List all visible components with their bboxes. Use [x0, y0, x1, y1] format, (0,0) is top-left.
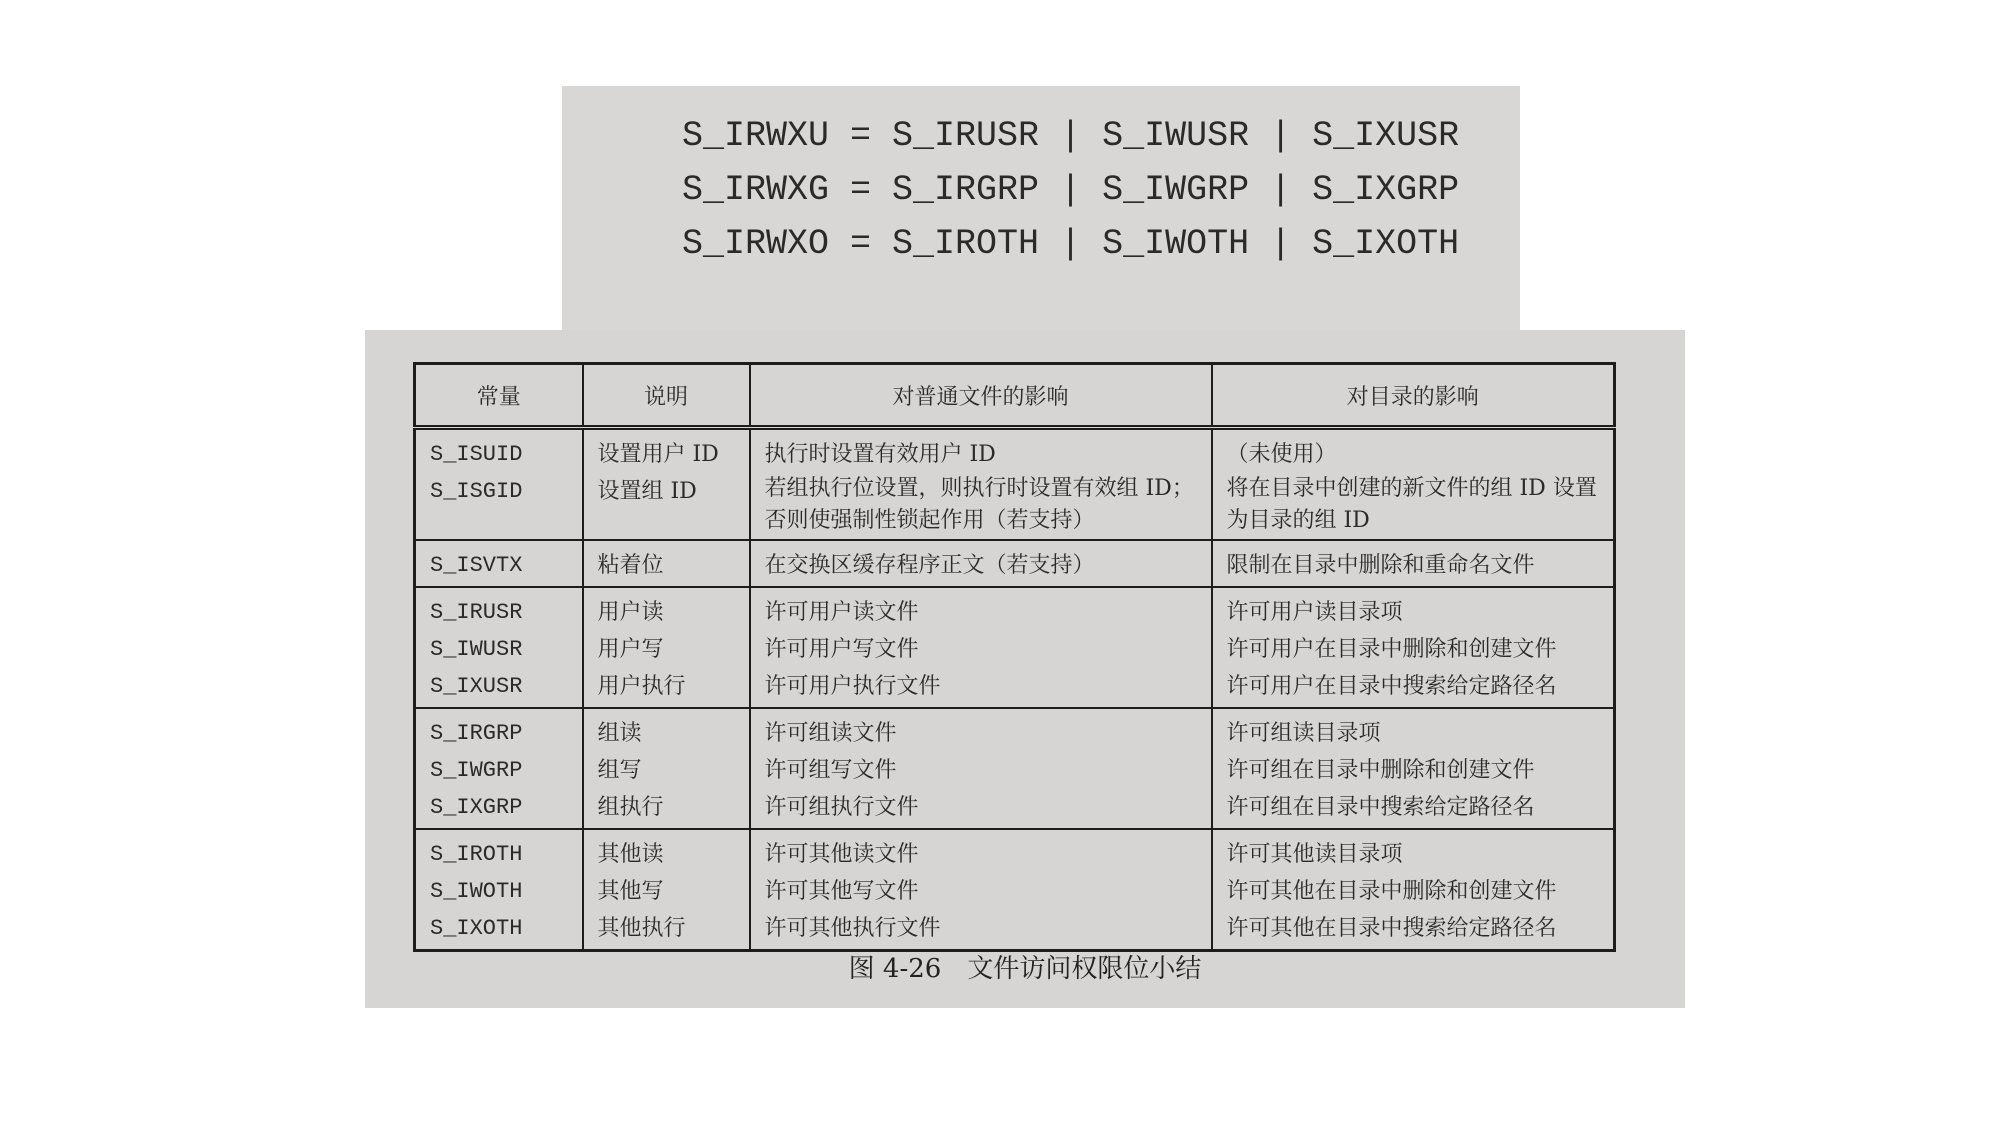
- figure-caption: 图 4-26 文件访问权限位小结: [848, 954, 1202, 984]
- dir-effect-group-write: 许可组在目录中删除和创建文件: [1226, 758, 1535, 783]
- desc-group-execute: 组执行: [597, 795, 664, 820]
- table-row-setid: [415, 428, 1615, 541]
- file-effect-other-execute: 许可其他执行文件: [764, 916, 941, 941]
- desc-group-write: 组写: [597, 758, 642, 783]
- desc-set-user-id: 设置用户 ID: [597, 442, 719, 467]
- table-header-row: [415, 364, 1615, 428]
- constant-s-ixusr: S_IXUSR: [430, 674, 523, 699]
- cell-constant: [415, 829, 583, 951]
- cell-description: [583, 428, 750, 541]
- constant-s-ixgrp: S_IXGRP: [430, 795, 523, 820]
- table-row-other: [415, 829, 1615, 951]
- desc-other-read: 其他读: [597, 842, 664, 867]
- constant-s-irusr: S_IRUSR: [430, 600, 523, 625]
- desc-group-read: 组读: [597, 721, 642, 746]
- table-row-group: [415, 708, 1615, 829]
- dir-effect-sticky: 限制在目录中删除和重命名文件: [1212, 540, 1615, 587]
- file-effect-group-execute: 许可组执行文件: [764, 795, 919, 820]
- constant-s-irgrp: S_IRGRP: [430, 721, 523, 746]
- cell-description: [583, 829, 750, 951]
- desc-sticky-bit: 粘着位: [583, 540, 750, 587]
- dir-effect-user-write: 许可用户在目录中删除和创建文件: [1226, 637, 1557, 662]
- constant-s-isgid: S_ISGID: [430, 479, 523, 504]
- file-effect-group-write: 许可组写文件: [764, 758, 897, 783]
- file-effect-isgid: 若组执行位设置，则执行时设置有效组 ID；否则使强制性锁起作用（若支持）: [764, 476, 1194, 533]
- cell-description: [583, 708, 750, 829]
- desc-other-execute: 其他执行: [597, 916, 686, 941]
- formula-line-user: S_IRWXU = S_IRUSR | S_IWUSR | S_IXUSR: [682, 116, 1460, 156]
- dir-effect-group-read: 许可组读目录项: [1226, 721, 1381, 746]
- header-description: 说明: [583, 364, 750, 428]
- table-scan: [365, 330, 1685, 1008]
- cell-description: [583, 587, 750, 708]
- file-effect-user-write: 许可用户写文件: [764, 637, 919, 662]
- dir-effect-isgid: 将在目录中创建的新文件的组 ID 设置为目录的组 ID: [1226, 476, 1597, 533]
- dir-effect-other-write: 许可其他在目录中删除和创建文件: [1226, 879, 1557, 904]
- constant-s-iwusr: S_IWUSR: [430, 637, 523, 662]
- cell-dir-effect: [1212, 708, 1615, 829]
- file-effect-user-execute: 许可用户执行文件: [764, 674, 941, 699]
- dir-effect-group-execute: 许可组在目录中搜索给定路径名: [1226, 795, 1535, 820]
- dir-effect-user-execute: 许可用户在目录中搜索给定路径名: [1226, 674, 1557, 699]
- table-row-user: [415, 587, 1615, 708]
- constant-s-isvtx: S_ISVTX: [415, 540, 583, 587]
- header-directory-effect: 对目录的影响: [1212, 364, 1615, 428]
- desc-user-write: 用户写: [597, 637, 664, 662]
- constant-s-iroth: S_IROTH: [430, 842, 523, 867]
- constant-s-iwgrp: S_IWGRP: [430, 758, 523, 783]
- formula-scan: [562, 86, 1520, 332]
- file-effect-other-read: 许可其他读文件: [764, 842, 919, 867]
- dir-effect-user-read: 许可用户读目录项: [1226, 600, 1403, 625]
- constant-s-isuid: S_ISUID: [430, 442, 523, 467]
- cell-dir-effect: [1212, 428, 1615, 541]
- file-effect-user-read: 许可用户读文件: [764, 600, 919, 625]
- file-effect-other-write: 许可其他写文件: [764, 879, 919, 904]
- permission-table: [413, 362, 1616, 952]
- cell-file-effect: [750, 587, 1212, 708]
- header-constant: 常量: [415, 364, 583, 428]
- table-row-sticky: [415, 540, 1615, 587]
- dir-effect-other-execute: 许可其他在目录中搜索给定路径名: [1226, 916, 1557, 941]
- desc-set-group-id: 设置组 ID: [597, 479, 697, 504]
- cell-file-effect: [750, 708, 1212, 829]
- cell-constant: [415, 587, 583, 708]
- formula-line-group: S_IRWXG = S_IRGRP | S_IWGRP | S_IXGRP: [682, 170, 1460, 210]
- cell-dir-effect: [1212, 587, 1615, 708]
- file-effect-isuid: 执行时设置有效用户 ID: [764, 442, 996, 467]
- cell-constant: [415, 428, 583, 541]
- cell-constant: [415, 708, 583, 829]
- cell-file-effect: [750, 428, 1212, 541]
- constant-s-iwoth: S_IWOTH: [430, 879, 523, 904]
- cell-file-effect: [750, 829, 1212, 951]
- desc-other-write: 其他写: [597, 879, 664, 904]
- desc-user-execute: 用户执行: [597, 674, 686, 699]
- constant-s-ixoth: S_IXOTH: [430, 916, 523, 941]
- desc-user-read: 用户读: [597, 600, 664, 625]
- formula-line-other: S_IRWXO = S_IROTH | S_IWOTH | S_IXOTH: [682, 224, 1460, 264]
- dir-effect-isuid: （未使用）: [1226, 442, 1337, 467]
- header-regular-file-effect: 对普通文件的影响: [750, 364, 1212, 428]
- file-effect-group-read: 许可组读文件: [764, 721, 897, 746]
- dir-effect-other-read: 许可其他读目录项: [1226, 842, 1403, 867]
- cell-dir-effect: [1212, 829, 1615, 951]
- file-effect-sticky: 在交换区缓存程序正文（若支持）: [750, 540, 1212, 587]
